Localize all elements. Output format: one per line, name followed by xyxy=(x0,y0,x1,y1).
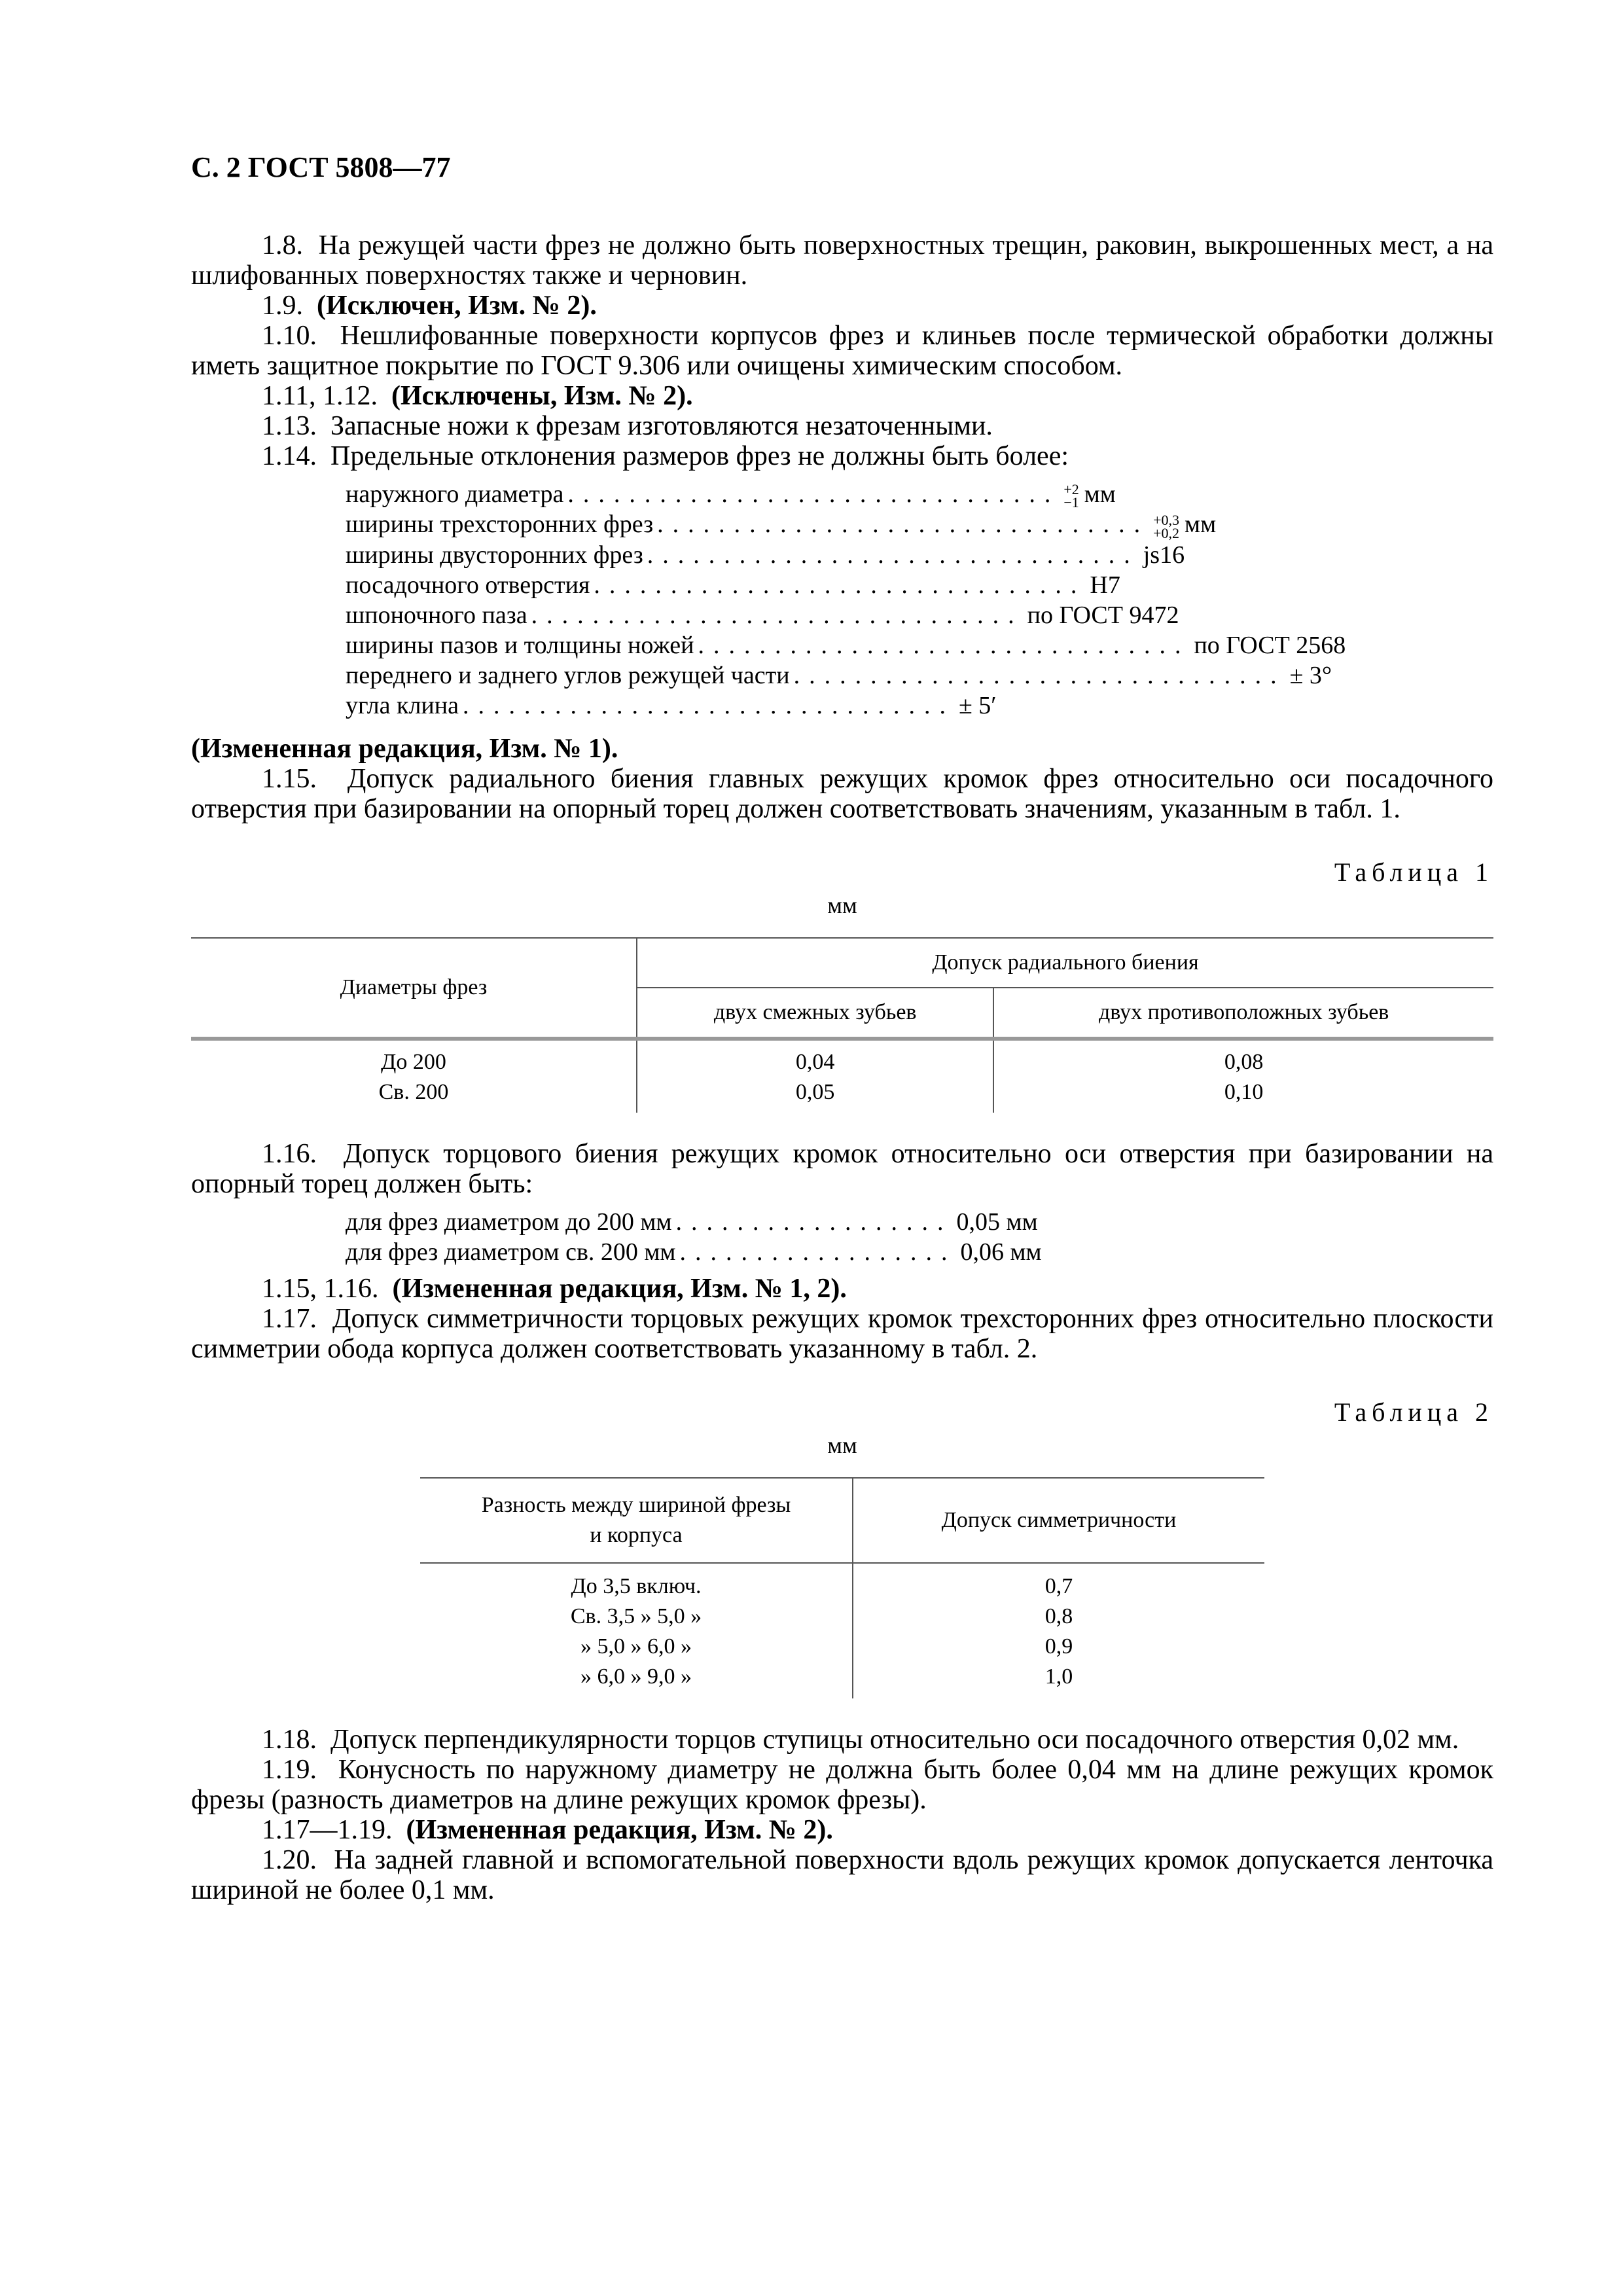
table-row: До 200 0,04 0,08 xyxy=(191,1039,1493,1077)
deviation-row: ширины трехсторонних фрез ................................ +0,3 +0,2 мм xyxy=(346,511,1217,541)
table-row: » 6,0 » 9,0 » 1,0 xyxy=(420,1662,1264,1698)
table1-header-diameter: Диаметры фрез xyxy=(191,938,637,1039)
table1-header-opposite: двух противоположных зубьев xyxy=(993,988,1493,1039)
table-row: Св. 200 0,05 0,10 xyxy=(191,1077,1493,1113)
deviation-row: переднего и заднего углов режущей части ................................ ± 3° xyxy=(346,661,1332,689)
clause-1-14: 1.14. Предельные отклонения размеров фрез не должны быть более: xyxy=(262,441,1069,471)
clause-1-9: 1.9. (Исключен, Изм. № 2). xyxy=(262,291,597,321)
clause-1-13: 1.13. Запасные ножи к фрезам изготовляются незаточенными. xyxy=(262,411,993,441)
deviation-list xyxy=(346,479,1346,721)
table-row: До 3,5 включ. 0,7 xyxy=(420,1563,1264,1602)
table2-caption: Таблица 2 xyxy=(1334,1397,1493,1427)
table1-unit: мм xyxy=(827,891,857,918)
table-row: » 5,0 » 6,0 » 0,9 xyxy=(420,1632,1264,1662)
deviation-row: наружного диаметра ................................ +2 −1 мм xyxy=(346,480,1116,511)
deviation-row: посадочного отверстия ................................ H7 xyxy=(346,571,1120,599)
amendment-note: 1.15, 1.16. (Измененная редакция, Изм. № 1, 2). xyxy=(262,1273,847,1304)
clause-1-16: 1.16. Допуск торцового биения режущих кромок относительно оси отверстия при базировании на опорный торец должен быть: xyxy=(191,1138,1493,1199)
table2-header-diff: Разность между шириной фрезы и корпуса xyxy=(420,1478,853,1563)
table1-caption: Таблица 1 xyxy=(1334,857,1493,887)
amendment-note: 1.17—1.19. (Измененная редакция, Изм. № 2). xyxy=(262,1814,833,1845)
table1-header-group: Допуск радиального биения xyxy=(637,938,1493,988)
document-body xyxy=(191,230,1493,1905)
clause-1-17: 1.17. Допуск симметричности торцовых режущих кромок трехсторонних фрез относительно плоскости симметрии обода корпуса должен соответствовать указанному в табл. 2. xyxy=(191,1303,1493,1364)
clause-1-11: 1.11, 1.12. (Исключены, Изм. № 2). xyxy=(262,381,693,411)
deviation-row: шпоночного паза ................................ по ГОСТ 9472 xyxy=(346,601,1179,629)
amendment-note: (Измененная редакция, Изм. № 1). xyxy=(191,733,618,764)
clause-1-15: 1.15. Допуск радиального биения главных режущих кромок фрез относительно оси посадочного отверстия при базировании на опорный торец должен соответствовать значениям, указанным в табл. 1. xyxy=(191,763,1494,824)
clause-1-8: 1.8. На режущей части фрез не должно быть поверхностных трещин, раковин, выкрошенных мест, а на шлифованных поверхностях также и черновин. xyxy=(191,230,1493,291)
clause-1-19: 1.19. Конусность по наружному диаметру не должна быть более 0,04 мм на длине режущих кромок фрезы (разность диаметров на длине режущих кромок фрезы). xyxy=(191,1754,1493,1815)
clause-1-10: 1.10. Нешлифованные поверхности корпусов фрез и клиньев после термической обработки должны иметь защитное покрытие по ГОСТ 9.306 или очищены химическим способом. xyxy=(191,321,1493,381)
page-header: С. 2 ГОСТ 5808—77 xyxy=(191,151,451,183)
deviation-row: угла клина ................................ ± 5′ xyxy=(346,691,997,719)
table1 xyxy=(191,937,1493,1113)
table2 xyxy=(420,1477,1264,1698)
table1-header-adjacent: двух смежных зубьев xyxy=(637,988,993,1039)
table2-unit: мм xyxy=(827,1431,857,1458)
table-row: Св. 3,5 » 5,0 » 0,8 xyxy=(420,1602,1264,1632)
deviation-row: ширины двусторонних фрез ................................ js16 xyxy=(346,541,1185,569)
clause-1-18: 1.18. Допуск перпендикулярности торцов ступицы относительно оси посадочного отверстия 0,02 мм. xyxy=(262,1724,1459,1755)
runout-row: для фрез диаметром св. 200 мм .................. 0,06 мм xyxy=(346,1238,1042,1266)
runout-row: для фрез диаметром до 200 мм .................. 0,05 мм xyxy=(346,1208,1038,1236)
table2-header-tolerance: Допуск симметричности xyxy=(853,1478,1264,1563)
runout-list xyxy=(346,1207,1042,1267)
clause-1-20: 1.20. На задней главной и вспомогательной поверхности вдоль режущих кромок допускается ленточка шириной не более 0,1 мм. xyxy=(191,1844,1494,1905)
deviation-row: ширины пазов и толщины ножей ................................ по ГОСТ 2568 xyxy=(346,631,1346,659)
